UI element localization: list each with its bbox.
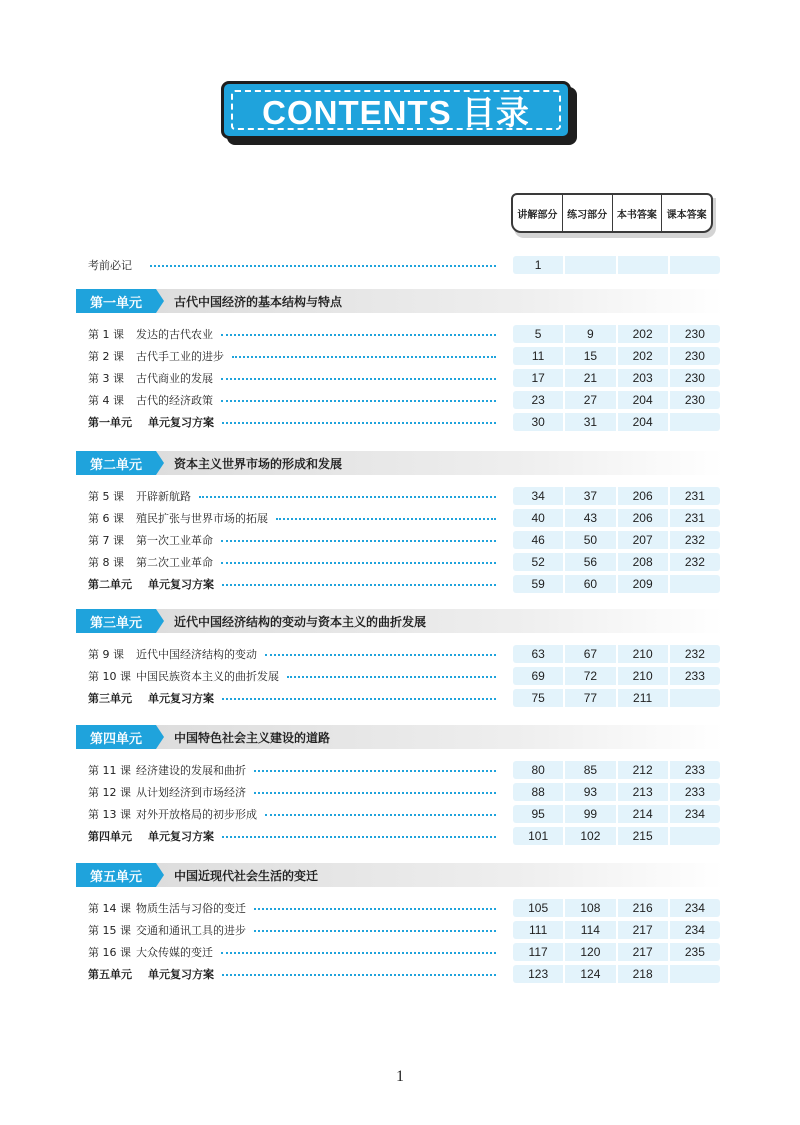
page-value: 210 [618, 645, 670, 663]
lesson-number: 第 1 课 [88, 328, 124, 341]
page-value [670, 413, 720, 431]
unit-tag: 第一单元 [76, 289, 156, 313]
page-value [618, 256, 670, 274]
page-value: 234 [684, 807, 705, 821]
lesson-row[interactable] [88, 509, 268, 527]
unit-title: 中国近现代社会生活的变迁 [174, 868, 319, 883]
unit-header[interactable] [76, 863, 724, 887]
page-value: 230 [684, 371, 705, 385]
lesson-name: 第二次工业革命 [136, 556, 213, 569]
unit-title: 古代中国经济的基本结构与特点 [174, 294, 343, 309]
lesson-name: 古代手工业的进步 [136, 350, 224, 363]
page-value: 111 [513, 921, 565, 939]
page-value: 234 [684, 901, 705, 915]
preface-label: 考前必记 [88, 259, 132, 272]
lesson-name: 殖民扩张与世界市场的拓展 [136, 512, 268, 525]
leader-dots [276, 518, 496, 520]
lesson-row[interactable] [88, 531, 213, 549]
lesson-row[interactable] [88, 667, 279, 685]
page-value [565, 256, 617, 274]
page-value: 217 [618, 921, 670, 939]
page-cells [513, 899, 720, 917]
unit-header[interactable] [76, 725, 724, 749]
page-value: 101 [513, 827, 565, 845]
lesson-name: 交通和通讯工具的进步 [136, 924, 246, 937]
page-cells [513, 369, 720, 387]
page-cells [513, 256, 720, 274]
page-value: 72 [565, 667, 617, 685]
lesson-row[interactable] [88, 805, 257, 823]
leader-dots [222, 836, 496, 838]
lesson-name: 古代商业的发展 [136, 372, 213, 385]
unit-header[interactable] [76, 609, 724, 633]
page-value: 15 [565, 347, 617, 365]
page-value: 124 [565, 965, 617, 983]
page-number: 1 [396, 1068, 404, 1085]
page-value: 63 [513, 645, 565, 663]
page-value: 235 [684, 945, 705, 959]
leader-dots [221, 334, 496, 336]
page-value: 37 [565, 487, 617, 505]
lesson-number: 第 7 课 [88, 534, 124, 547]
leader-dots [221, 562, 496, 564]
page-cells [513, 487, 720, 505]
page-value: 59 [513, 575, 565, 593]
page-value: 217 [618, 943, 670, 961]
page-value: 11 [513, 347, 565, 365]
page-value: 69 [513, 667, 565, 685]
page-value: 232 [684, 555, 705, 569]
page-value: 117 [513, 943, 565, 961]
lesson-row[interactable] [88, 413, 214, 431]
page-value: 233 [684, 669, 705, 683]
page-value: 204 [618, 413, 670, 431]
page-value: 218 [618, 965, 670, 983]
page-value [670, 965, 720, 983]
page-value: 231 [684, 511, 705, 525]
lesson-name: 单元复习方案 [148, 968, 214, 981]
leader-dots [254, 930, 496, 932]
lesson-name: 单元复习方案 [148, 830, 214, 843]
unit-title: 中国特色社会主义建设的道路 [174, 730, 331, 745]
lesson-number: 第 3 课 [88, 372, 124, 385]
page-value: 1 [513, 256, 565, 274]
unit-title: 资本主义世界市场的形成和发展 [174, 456, 343, 471]
lesson-name: 经济建设的发展和曲折 [136, 764, 246, 777]
lesson-name: 从计划经济到市场经济 [136, 786, 246, 799]
leader-dots [150, 265, 496, 267]
page-value: 67 [565, 645, 617, 663]
leader-dots [222, 422, 496, 424]
lesson-name: 中国民族资本主义的曲折发展 [136, 670, 279, 683]
page-value: 216 [618, 899, 670, 917]
page-value: 93 [565, 783, 617, 801]
page-value: 46 [513, 531, 565, 549]
lesson-row[interactable] [88, 899, 246, 917]
page-value: 233 [684, 763, 705, 777]
page-value: 50 [565, 531, 617, 549]
unit-tag: 第三单元 [76, 609, 156, 633]
page-value: 230 [684, 327, 705, 341]
page-cells [513, 805, 720, 823]
page-value: 234 [684, 923, 705, 937]
lesson-number: 第四单元 [88, 830, 132, 843]
page-value: 210 [618, 667, 670, 685]
unit-header[interactable] [76, 451, 724, 475]
column-header-cell: 课本答案 [666, 209, 707, 221]
lesson-row[interactable] [88, 943, 213, 961]
page-value: 60 [565, 575, 617, 593]
page-value: 52 [513, 553, 565, 571]
page-value: 34 [513, 487, 565, 505]
page-value: 85 [565, 761, 617, 779]
leader-dots [222, 584, 496, 586]
lesson-row[interactable] [88, 761, 246, 779]
page-cells [513, 827, 720, 845]
lesson-name: 单元复习方案 [148, 416, 214, 429]
page-value: 208 [618, 553, 670, 571]
lesson-name: 物质生活与习俗的变迁 [136, 902, 246, 915]
page-value: 31 [565, 413, 617, 431]
column-header-cell: 本书答案 [613, 195, 663, 231]
leader-dots [221, 400, 496, 402]
page-value: 77 [565, 689, 617, 707]
lesson-name: 发达的古代农业 [136, 328, 213, 341]
page-value: 202 [618, 347, 670, 365]
leader-dots [254, 770, 496, 772]
column-header-cell: 讲解部分 [513, 195, 563, 231]
lesson-row[interactable] [88, 965, 214, 983]
page-value [670, 689, 720, 707]
page-value: 203 [618, 369, 670, 387]
unit-header[interactable] [76, 289, 724, 313]
lesson-row[interactable] [88, 645, 257, 663]
lesson-number: 第一单元 [88, 416, 132, 429]
lesson-number: 第 11 课 [88, 764, 131, 777]
leader-dots [199, 496, 496, 498]
page-cells [513, 553, 720, 571]
unit-title: 近代中国经济结构的变动与资本主义的曲折发展 [174, 614, 427, 629]
page-cells [513, 645, 720, 663]
page-value: 230 [684, 393, 705, 407]
lesson-name: 单元复习方案 [148, 692, 214, 705]
lesson-number: 第五单元 [88, 968, 132, 981]
page-cells [513, 783, 720, 801]
page-value: 233 [684, 785, 705, 799]
page-value: 114 [565, 921, 617, 939]
leader-dots [221, 952, 496, 954]
lesson-row[interactable] [88, 689, 214, 707]
page-value: 95 [513, 805, 565, 823]
leader-dots [287, 676, 496, 678]
leader-dots [254, 792, 496, 794]
page-value: 212 [618, 761, 670, 779]
page-value: 215 [618, 827, 670, 845]
lesson-number: 第 16 课 [88, 946, 131, 959]
page-value: 27 [565, 391, 617, 409]
page-value: 202 [618, 325, 670, 343]
lesson-row[interactable] [88, 553, 213, 571]
lesson-number: 第 5 课 [88, 490, 124, 503]
page-value: 56 [565, 553, 617, 571]
lesson-name: 古代的经济政策 [136, 394, 213, 407]
lesson-row[interactable] [88, 921, 246, 939]
lesson-row[interactable] [88, 391, 213, 409]
lesson-number: 第三单元 [88, 692, 132, 705]
preface-row[interactable] [88, 256, 132, 274]
page-value: 108 [565, 899, 617, 917]
unit-tag: 第四单元 [76, 725, 156, 749]
page-value: 209 [618, 575, 670, 593]
page-cells [513, 761, 720, 779]
leader-dots [221, 378, 496, 380]
lesson-number: 第 9 课 [88, 648, 124, 661]
leader-dots [222, 974, 496, 976]
page-value: 211 [618, 689, 670, 707]
page-value: 206 [618, 509, 670, 527]
lesson-name: 单元复习方案 [148, 578, 214, 591]
lesson-row[interactable] [88, 369, 213, 387]
page-value: 123 [513, 965, 565, 983]
lesson-number: 第 15 课 [88, 924, 131, 937]
page-cells [513, 531, 720, 549]
leader-dots [265, 814, 496, 816]
page-cells [513, 509, 720, 527]
lesson-row[interactable] [88, 783, 246, 801]
page-value: 30 [513, 413, 565, 431]
lesson-row[interactable] [88, 487, 191, 505]
lesson-row[interactable] [88, 347, 224, 365]
lesson-number: 第 4 课 [88, 394, 124, 407]
lesson-name: 近代中国经济结构的变动 [136, 648, 257, 661]
page-value: 231 [684, 489, 705, 503]
lesson-number: 第二单元 [88, 578, 132, 591]
page-value: 204 [618, 391, 670, 409]
lesson-number: 第 14 课 [88, 902, 131, 915]
lesson-number: 第 13 课 [88, 808, 131, 821]
page-value: 43 [565, 509, 617, 527]
page-value: 88 [513, 783, 565, 801]
leader-dots [254, 908, 496, 910]
page-cells [513, 325, 720, 343]
page-value [670, 827, 720, 845]
leader-dots [265, 654, 496, 656]
page-value: 23 [513, 391, 565, 409]
page-value [670, 575, 720, 593]
page-cells [513, 943, 720, 961]
page-value: 214 [618, 805, 670, 823]
page-value: 230 [684, 349, 705, 363]
leader-dots [221, 540, 496, 542]
page-value: 80 [513, 761, 565, 779]
page-cells [513, 965, 720, 983]
lesson-row[interactable] [88, 827, 214, 845]
contents-title-banner [221, 81, 577, 145]
unit-tag: 第五单元 [76, 863, 156, 887]
page-cells [513, 667, 720, 685]
page-title: CONTENTS 目录 [262, 93, 530, 131]
page-value: 9 [565, 325, 617, 343]
page-value [670, 256, 720, 274]
page-value: 120 [565, 943, 617, 961]
lesson-number: 第 8 课 [88, 556, 124, 569]
lesson-name: 对外开放格局的初步形成 [136, 808, 257, 821]
page-cells [513, 413, 720, 431]
lesson-row[interactable] [88, 575, 214, 593]
page-value: 40 [513, 509, 565, 527]
lesson-number: 第 2 课 [88, 350, 124, 363]
page-value: 99 [565, 805, 617, 823]
page-value: 207 [618, 531, 670, 549]
page-value: 102 [565, 827, 617, 845]
lesson-row[interactable] [88, 325, 213, 343]
page-value: 5 [513, 325, 565, 343]
column-header-cell: 练习部分 [563, 195, 613, 231]
page-value: 232 [684, 647, 705, 661]
lesson-number: 第 6 课 [88, 512, 124, 525]
page-value: 232 [684, 533, 705, 547]
leader-dots [222, 698, 496, 700]
page-value: 206 [618, 487, 670, 505]
page-value: 21 [565, 369, 617, 387]
page-cells [513, 347, 720, 365]
lesson-number: 第 10 课 [88, 670, 131, 683]
lesson-name: 开辟新航路 [136, 490, 191, 503]
leader-dots [232, 356, 496, 358]
column-header [511, 193, 716, 238]
page-cells [513, 689, 720, 707]
title-box [221, 81, 571, 139]
lesson-number: 第 12 课 [88, 786, 131, 799]
page-value: 17 [513, 369, 565, 387]
lesson-name: 大众传媒的变迁 [136, 946, 213, 959]
page-cells [513, 921, 720, 939]
page-value: 213 [618, 783, 670, 801]
page-cells [513, 391, 720, 409]
lesson-name: 第一次工业革命 [136, 534, 213, 547]
page-value: 75 [513, 689, 565, 707]
page-cells [513, 575, 720, 593]
page-value: 105 [513, 899, 565, 917]
unit-tag: 第二单元 [76, 451, 156, 475]
